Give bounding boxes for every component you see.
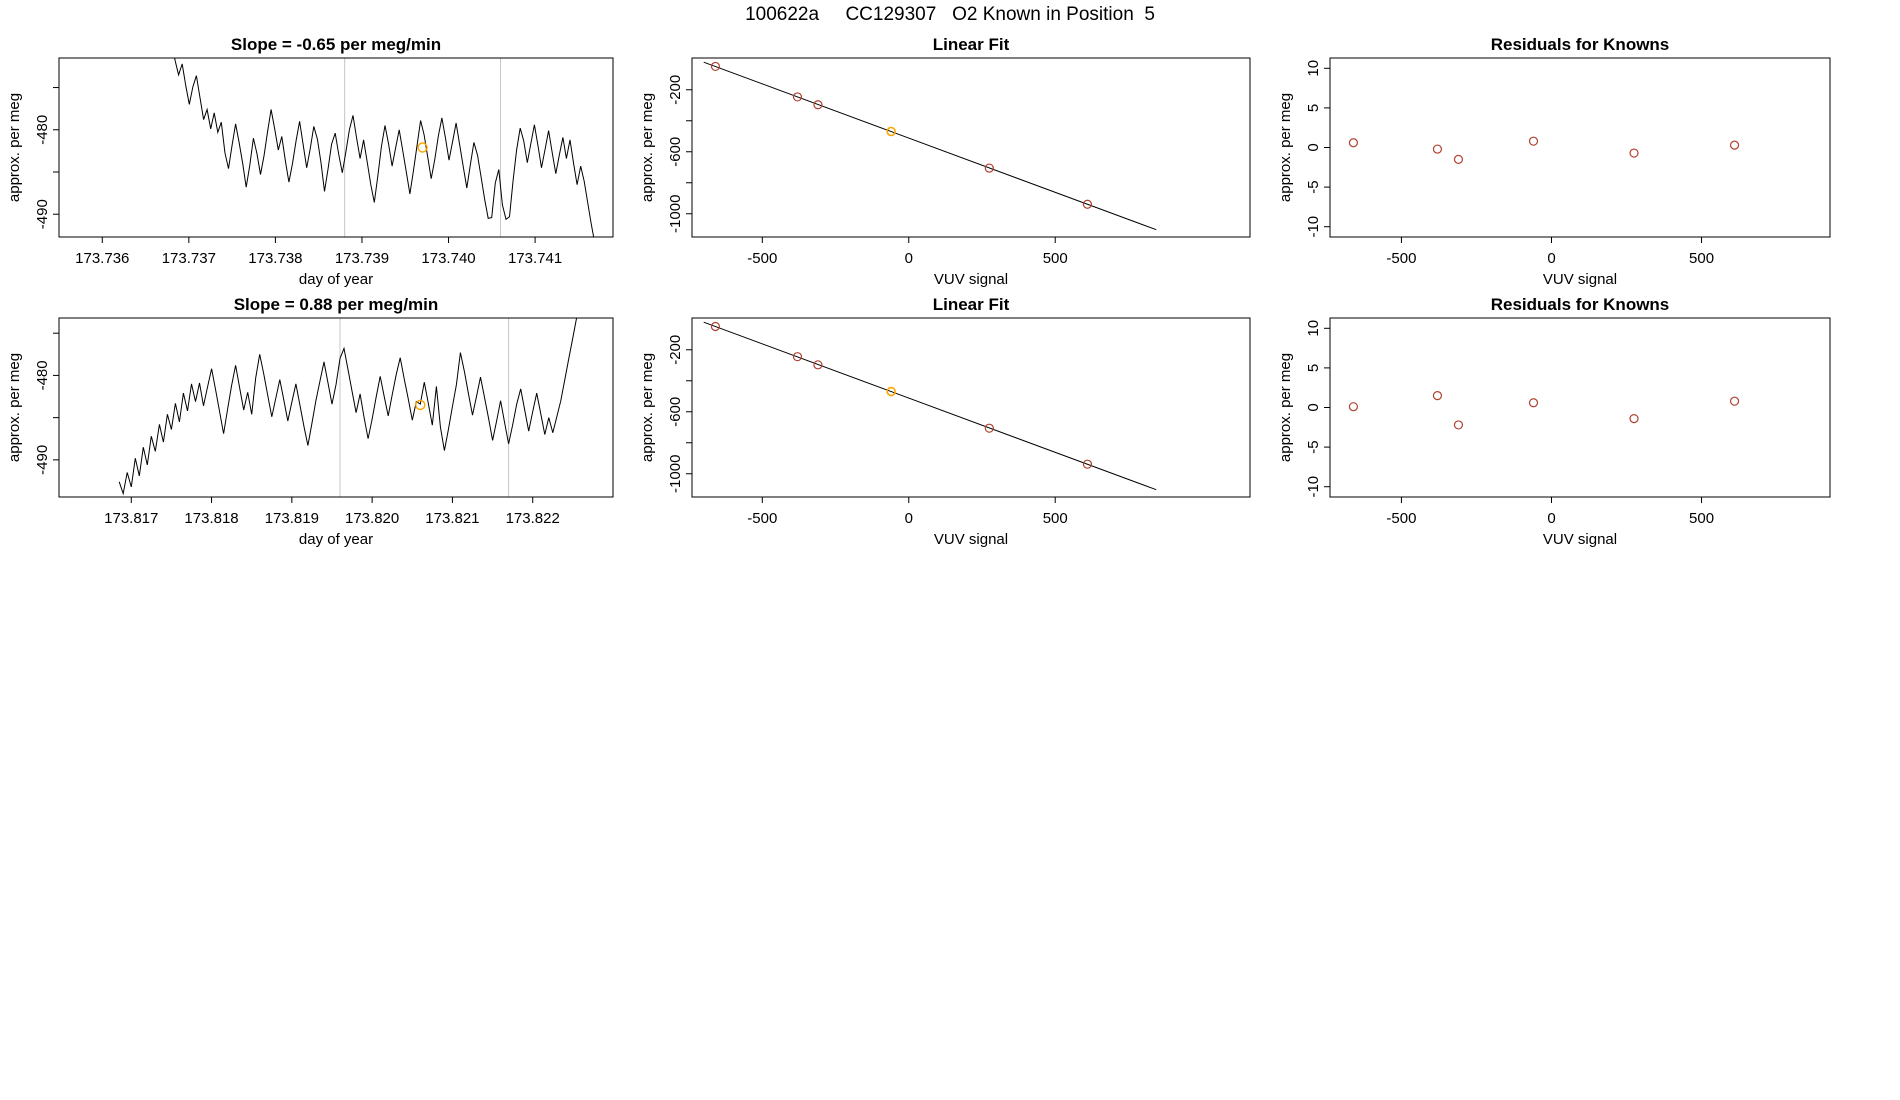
y-tick-label: -200 xyxy=(667,74,684,105)
y-tick-label: -490 xyxy=(34,444,51,475)
x-axis-title: VUV signal xyxy=(1542,271,1618,288)
y-tick-label: 0 xyxy=(1305,143,1322,152)
x-tick-label: 173.736 xyxy=(75,250,130,267)
x-tick-label: 0 xyxy=(904,510,913,527)
y-tick-label: -5 xyxy=(1305,180,1322,194)
plot-border xyxy=(59,318,613,497)
y-tick-label: -1000 xyxy=(667,194,684,233)
known-point xyxy=(1630,149,1638,157)
x-tick-label: 173.819 xyxy=(264,510,319,527)
plot-border xyxy=(692,58,1250,237)
x-tick-label: 0 xyxy=(1547,510,1556,527)
y-tick-label: -10 xyxy=(1305,475,1322,498)
x-tick-label: 500 xyxy=(1042,250,1068,267)
plot-border xyxy=(692,318,1250,497)
y-tick-label: -10 xyxy=(1305,215,1322,238)
x-axis-title: day of year xyxy=(298,271,374,288)
known-point xyxy=(1433,392,1441,400)
x-tick-label: 0 xyxy=(904,250,913,267)
plot-border xyxy=(1330,58,1830,237)
fit-line xyxy=(704,62,1157,230)
y-axis-title: approx. per meg xyxy=(6,352,23,463)
known-point xyxy=(1349,403,1357,411)
x-tick-label: 173.738 xyxy=(248,250,303,267)
x-axis-title: VUV signal xyxy=(933,271,1009,288)
y-tick-label: -5 xyxy=(1305,440,1322,454)
y-tick-label: -600 xyxy=(667,136,684,167)
known-point xyxy=(1454,155,1462,163)
y-axis-title: approx. per meg xyxy=(6,92,23,203)
panel-drift-2 xyxy=(6,274,613,548)
known-point xyxy=(1349,139,1357,147)
panel-title: Slope = -0.65 per meg/min xyxy=(230,35,442,54)
x-tick-label: 500 xyxy=(1689,510,1715,527)
known-point xyxy=(1433,145,1441,153)
panel-title: Residuals for Knowns xyxy=(1490,35,1670,54)
x-axis-title: day of year xyxy=(298,531,374,548)
panel-fit-2 xyxy=(639,295,1250,548)
x-tick-label: 173.820 xyxy=(345,510,400,527)
y-tick-label: -480 xyxy=(34,114,51,145)
panel-title: Slope = 0.88 per meg/min xyxy=(233,295,439,314)
y-tick-label: -1000 xyxy=(667,454,684,493)
x-tick-label: 500 xyxy=(1689,250,1715,267)
fit-line xyxy=(704,322,1157,490)
y-axis-title: approx. per meg xyxy=(639,92,656,203)
page-title: 100622a CC129307 O2 Known in Position 5 xyxy=(745,4,1155,25)
known-point xyxy=(1529,137,1537,145)
x-tick-label: -500 xyxy=(747,250,778,267)
panel-resid-2 xyxy=(1277,295,1830,548)
x-tick-label: -500 xyxy=(1386,250,1417,267)
known-point xyxy=(1731,141,1739,149)
panel-title: Linear Fit xyxy=(932,35,1010,54)
panel-drift-1 xyxy=(6,35,613,288)
plot-border xyxy=(1330,318,1830,497)
panel-title: Linear Fit xyxy=(932,295,1010,314)
panel-fit-1 xyxy=(639,35,1250,288)
x-tick-label: 500 xyxy=(1042,510,1068,527)
known-point xyxy=(1630,415,1638,423)
x-axis-title: VUV signal xyxy=(933,531,1009,548)
y-tick-label: 0 xyxy=(1305,403,1322,412)
x-tick-label: 173.741 xyxy=(507,250,563,267)
x-tick-label: 173.821 xyxy=(425,510,480,527)
x-tick-label: -500 xyxy=(747,510,778,527)
known-point xyxy=(1731,397,1739,405)
known-point xyxy=(1454,421,1462,429)
y-axis-title: approx. per meg xyxy=(1277,352,1294,463)
x-tick-label: 173.740 xyxy=(421,250,476,267)
panel-title: Residuals for Knowns xyxy=(1490,295,1670,314)
x-tick-label: 0 xyxy=(1547,250,1556,267)
y-tick-label: -480 xyxy=(34,360,51,391)
y-tick-label: -200 xyxy=(667,334,684,365)
y-tick-label: 5 xyxy=(1305,363,1322,373)
x-tick-label: -500 xyxy=(1386,510,1417,527)
x-tick-label: 173.737 xyxy=(161,250,216,267)
signal-trace xyxy=(172,41,595,244)
y-axis-title: approx. per meg xyxy=(639,352,656,463)
y-axis-title: approx. per meg xyxy=(1277,92,1294,203)
x-tick-label: 173.818 xyxy=(184,510,239,527)
y-tick-label: 10 xyxy=(1305,319,1322,337)
known-point xyxy=(1529,399,1537,407)
y-tick-label: 10 xyxy=(1305,59,1322,77)
x-tick-label: 173.822 xyxy=(505,510,560,527)
y-tick-label: 5 xyxy=(1305,103,1322,113)
y-tick-label: -490 xyxy=(34,199,51,230)
x-tick-label: 173.817 xyxy=(104,510,159,527)
x-tick-label: 173.739 xyxy=(334,250,390,267)
x-axis-title: VUV signal xyxy=(1542,531,1618,548)
panel-resid-1 xyxy=(1277,35,1830,288)
y-tick-label: -600 xyxy=(667,396,684,427)
